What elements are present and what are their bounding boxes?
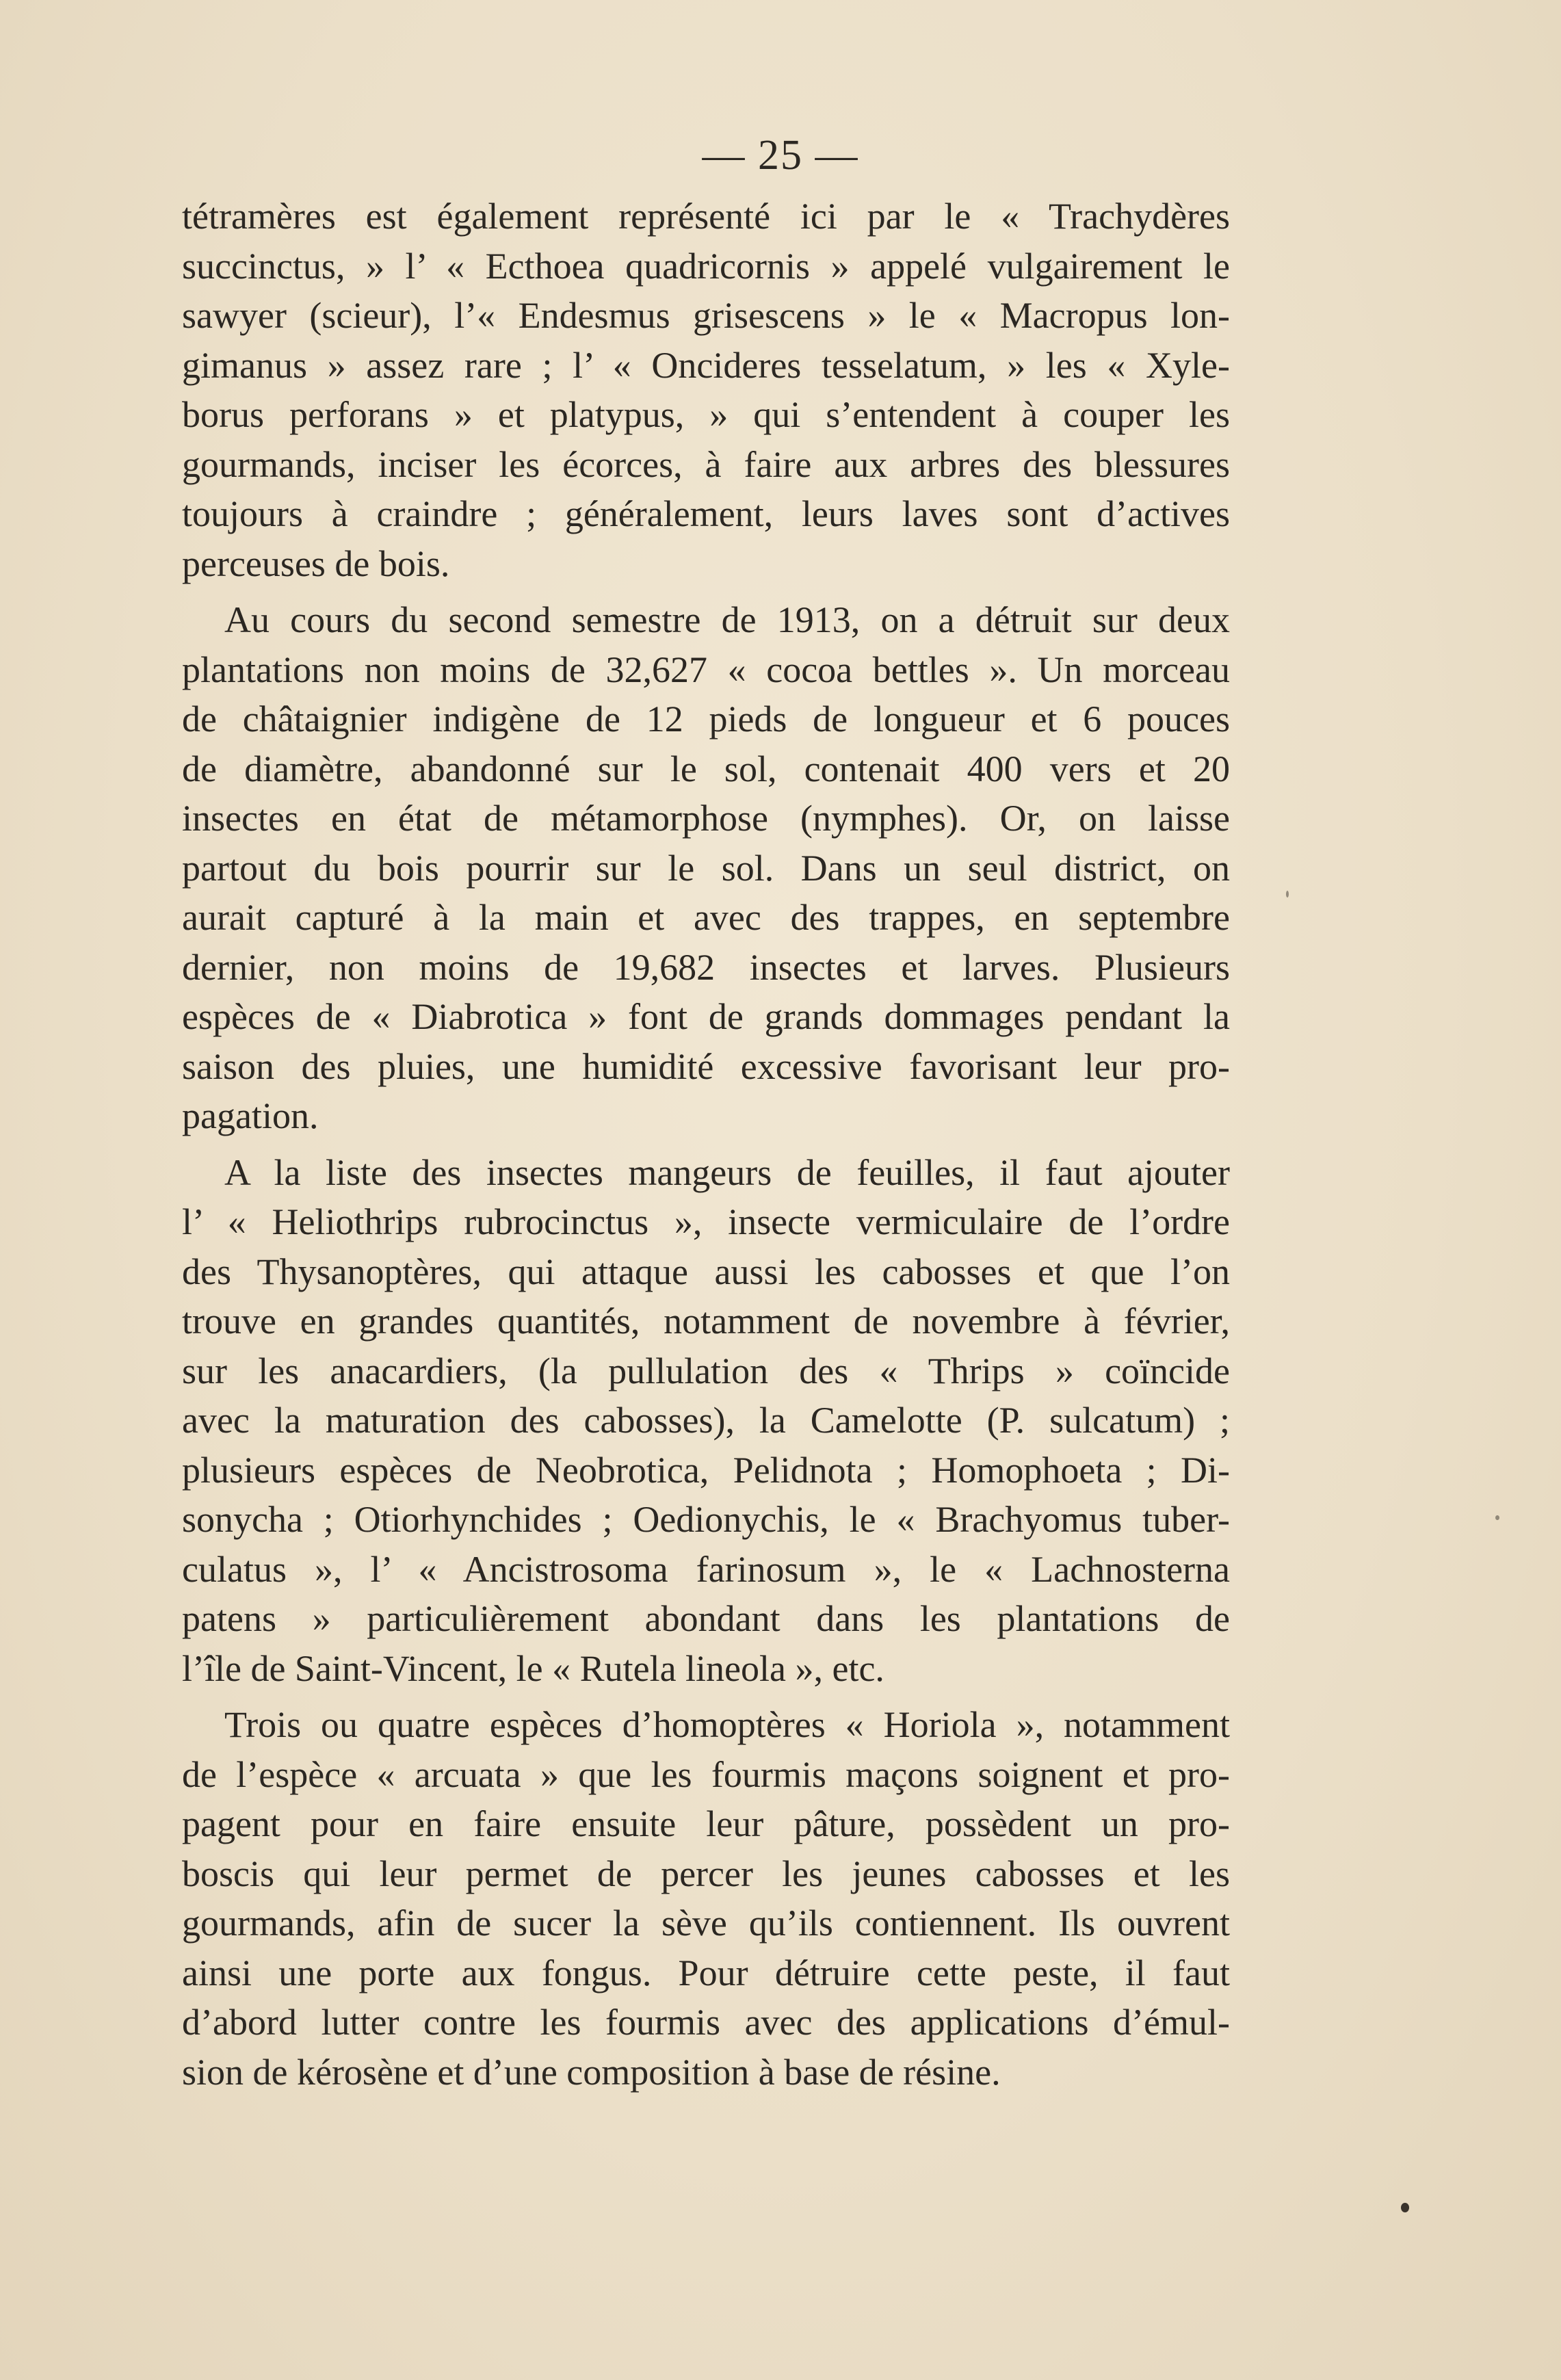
text-line: d’abord lutter contre les fourmis avec des applications d’émul- bbox=[182, 2002, 1230, 2043]
text-line: sur les anacardiers, (la pullulation des « Thrips » coïncide bbox=[182, 1350, 1230, 1391]
ink-speck bbox=[1401, 2203, 1409, 2212]
text-line: toujours à craindre ; généralement, leurs laves sont d’actives bbox=[182, 493, 1230, 534]
text-line: pagent pour en faire ensuite leur pâture, possèdent un pro- bbox=[182, 1803, 1230, 1844]
text-line: A la liste des insectes mangeurs de feuilles, il faut ajouter bbox=[224, 1151, 1230, 1193]
page-number: — 25 — bbox=[702, 132, 859, 179]
text-line: partout du bois pourrir sur le sol. Dans un seul district, on bbox=[182, 847, 1230, 889]
text-line: des Thysanoptères, qui attaque aussi les cabosses et que l’on bbox=[182, 1251, 1230, 1292]
text-line: Au cours du second semestre de 1913, on a détruit sur deux bbox=[224, 599, 1230, 640]
text-line: gimanus » assez rare ; l’ « Oncideres tesselatum, » les « Xyle- bbox=[182, 344, 1230, 386]
ink-speck bbox=[1495, 1515, 1499, 1520]
text-line: borus perforans » et platypus, » qui s’entendent à couper les bbox=[182, 394, 1230, 435]
text-line: plusieurs espèces de Neobrotica, Pelidnota ; Homophoeta ; Di- bbox=[182, 1449, 1230, 1491]
text-line: succinctus, » l’ « Ecthoea quadricornis » appelé vulgairement le bbox=[182, 245, 1230, 287]
text-line: patens » particulièrement abondant dans les plantations de bbox=[182, 1598, 1230, 1639]
text-line: saison des pluies, une humidité excessive favorisant leur pro- bbox=[182, 1045, 1230, 1087]
text-line: gourmands, inciser les écorces, à faire aux arbres des blessures bbox=[182, 443, 1230, 485]
body-text bbox=[182, 192, 1230, 2097]
text-line: sawyer (scieur), l’« Endesmus grisescens » le « Macropus lon- bbox=[182, 295, 1230, 336]
text-line: gourmands, afin de sucer la sève qu’ils contiennent. Ils ouvrent bbox=[182, 1902, 1230, 1944]
text-line: aurait capturé à la main et avec des trappes, en septembre bbox=[182, 897, 1230, 938]
text-line: de diamètre, abandonné sur le sol, contenait 400 vers et 20 bbox=[182, 748, 1230, 789]
paragraph-4 bbox=[182, 1700, 1230, 2097]
text-line: l’ « Heliothrips rubrocinctus », insecte vermiculaire de l’ordre bbox=[182, 1201, 1230, 1242]
text-line: dernier, non moins de 19,682 insectes et larves. Plusieurs bbox=[182, 946, 1230, 988]
text-line: trouve en grandes quantités, notamment de novembre à février, bbox=[182, 1300, 1230, 1342]
text-line: de l’espèce « arcuata » que les fourmis maçons soignent et pro- bbox=[182, 1753, 1230, 1795]
text-line: Trois ou quatre espèces d’homoptères « Horiola », notamment bbox=[224, 1704, 1230, 1745]
ink-speck bbox=[1286, 891, 1289, 898]
text-line: avec la maturation des cabosses), la Camelotte (P. sulcatum) ; bbox=[182, 1400, 1230, 1441]
text-line: perceuses de bois. bbox=[182, 542, 450, 584]
text-line: de châtaignier indigène de 12 pieds de longueur et 6 pouces bbox=[182, 698, 1230, 740]
text-line: plantations non moins de 32,627 « cocoa bettles ». Un morceau bbox=[182, 649, 1230, 690]
text-line: l’île de Saint-Vincent, le « Rutela lineola », etc. bbox=[182, 1647, 884, 1689]
text-line: sonycha ; Otiorhynchides ; Oedionychis, le « Brachyomus tuber- bbox=[182, 1499, 1230, 1540]
text-line: insectes en état de métamorphose (nymphes). Or, on laisse bbox=[182, 798, 1230, 839]
paragraph-1 bbox=[182, 192, 1230, 588]
text-line: culatus », l’ « Ancistrosoma farinosum », le « Lachnosterna bbox=[182, 1548, 1230, 1590]
text-line: pagation. bbox=[182, 1095, 319, 1136]
text-line: boscis qui leur permet de percer les jeunes cabosses et les bbox=[182, 1853, 1230, 1894]
paragraph-2 bbox=[182, 595, 1230, 1141]
text-line: ainsi une porte aux fongus. Pour détruire cette peste, il faut bbox=[182, 1952, 1230, 1993]
text-line: espèces de « Diabrotica » font de grands dommages pendant la bbox=[182, 996, 1230, 1037]
text-line: sion de kérosène et d’une composition à base de résine. bbox=[182, 2051, 1001, 2093]
paragraph-3 bbox=[182, 1148, 1230, 1694]
text-line: tétramères est également représenté ici par le « Trachydères bbox=[182, 196, 1230, 237]
